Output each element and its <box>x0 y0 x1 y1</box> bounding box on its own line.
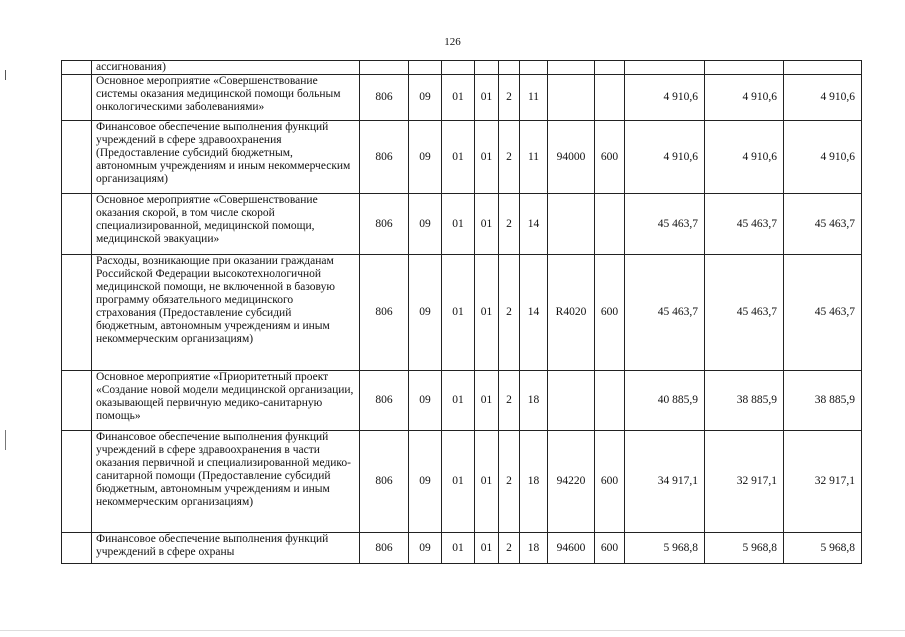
subprogram-code: 2 <box>499 431 520 533</box>
event-code: 18 <box>520 431 548 533</box>
subsection-code: 01 <box>442 75 475 121</box>
expense-type-code <box>595 194 625 255</box>
ministry-code: 806 <box>360 533 409 564</box>
section-code <box>409 61 442 75</box>
section-code: 09 <box>409 533 442 564</box>
row-name: Основное мероприятие «Совершенствование системы оказания медицинской помощи больным онкологическими заболеваниями» <box>92 75 360 121</box>
row-spacer-cell <box>62 75 92 121</box>
subprogram-code: 2 <box>499 255 520 371</box>
section-code: 09 <box>409 194 442 255</box>
amount-year-2: 38 885,9 <box>705 371 784 431</box>
row-name: Расходы, возникающие при оказании гражданам Российской Федерации высокотехнологичной медицинской помощи, не включенной в базовую программу обязательного медицинского страхования (Предоставление субсидий бюджетным, автономным учреждениям и иным некоммерческим организациям) <box>92 255 360 371</box>
program-code: 01 <box>475 194 499 255</box>
ministry-code: 806 <box>360 255 409 371</box>
subprogram-code: 2 <box>499 371 520 431</box>
event-code: 14 <box>520 255 548 371</box>
program-code: 01 <box>475 533 499 564</box>
ministry-code: 806 <box>360 75 409 121</box>
amount-year-3: 45 463,7 <box>784 255 862 371</box>
amount-year-1: 4 910,6 <box>625 75 705 121</box>
row-name: ассигнования) <box>92 61 360 75</box>
table-row <box>62 194 862 255</box>
section-code: 09 <box>409 431 442 533</box>
table-row <box>62 431 862 533</box>
program-code: 01 <box>475 121 499 194</box>
expense-type-code <box>595 61 625 75</box>
ministry-code: 806 <box>360 431 409 533</box>
row-spacer-cell <box>62 121 92 194</box>
amount-year-1: 5 968,8 <box>625 533 705 564</box>
direction-code <box>548 61 595 75</box>
direction-code <box>548 194 595 255</box>
amount-year-3: 45 463,7 <box>784 194 862 255</box>
subprogram-code <box>499 61 520 75</box>
event-code: 18 <box>520 371 548 431</box>
table-row <box>62 533 862 564</box>
row-name: Основное мероприятие «Приоритетный проект «Создание новой модели медицинской организации, оказывающей первичную медико-санитарную помощь» <box>92 371 360 431</box>
direction-code: 94220 <box>548 431 595 533</box>
amount-year-3: 32 917,1 <box>784 431 862 533</box>
expense-type-code: 600 <box>595 255 625 371</box>
amount-year-1: 45 463,7 <box>625 255 705 371</box>
amount-year-2: 45 463,7 <box>705 255 784 371</box>
direction-code: R4020 <box>548 255 595 371</box>
expense-type-code: 600 <box>595 431 625 533</box>
amount-year-2: 4 910,6 <box>705 121 784 194</box>
subsection-code: 01 <box>442 121 475 194</box>
scan-edge <box>0 630 905 631</box>
program-code <box>475 61 499 75</box>
table-row <box>62 75 862 121</box>
event-code: 11 <box>520 121 548 194</box>
amount-year-1: 45 463,7 <box>625 194 705 255</box>
amount-year-2: 5 968,8 <box>705 533 784 564</box>
ministry-code: 806 <box>360 371 409 431</box>
amount-year-1 <box>625 61 705 75</box>
section-code: 09 <box>409 121 442 194</box>
program-code: 01 <box>475 371 499 431</box>
page-number: 126 <box>444 36 461 48</box>
expense-type-code <box>595 371 625 431</box>
subprogram-code: 2 <box>499 75 520 121</box>
amount-year-1: 34 917,1 <box>625 431 705 533</box>
subsection-code: 01 <box>442 194 475 255</box>
row-name: Финансовое обеспечение выполнения функций учреждений в сфере здравоохранения в части оказания первичной и специализированной медико-санитарной помощи (Предоставление субсидий бюджетным, автономным учреждениям и иным некоммерческим организациям) <box>92 431 360 533</box>
row-spacer-cell <box>62 371 92 431</box>
event-code: 18 <box>520 533 548 564</box>
event-code: 14 <box>520 194 548 255</box>
budget-table <box>61 60 862 564</box>
amount-year-2: 45 463,7 <box>705 194 784 255</box>
subsection-code <box>442 61 475 75</box>
ministry-code <box>360 61 409 75</box>
row-name: Финансовое обеспечение выполнения функций учреждений в сфере охраны <box>92 533 360 564</box>
section-code: 09 <box>409 75 442 121</box>
amount-year-2 <box>705 61 784 75</box>
amount-year-3: 4 910,6 <box>784 121 862 194</box>
direction-code: 94600 <box>548 533 595 564</box>
amount-year-3 <box>784 61 862 75</box>
amount-year-1: 4 910,6 <box>625 121 705 194</box>
subprogram-code: 2 <box>499 121 520 194</box>
ministry-code: 806 <box>360 121 409 194</box>
row-spacer-cell <box>62 533 92 564</box>
row-spacer-cell <box>62 255 92 371</box>
expense-type-code: 600 <box>595 533 625 564</box>
ministry-code: 806 <box>360 194 409 255</box>
program-code: 01 <box>475 431 499 533</box>
subsection-code: 01 <box>442 533 475 564</box>
direction-code <box>548 371 595 431</box>
table-row <box>62 371 862 431</box>
event-code <box>520 61 548 75</box>
row-spacer-cell <box>62 194 92 255</box>
scan-artifact <box>5 70 6 80</box>
row-spacer-cell <box>62 431 92 533</box>
scan-artifact <box>5 430 6 450</box>
event-code: 11 <box>520 75 548 121</box>
amount-year-3: 4 910,6 <box>784 75 862 121</box>
section-code: 09 <box>409 371 442 431</box>
amount-year-1: 40 885,9 <box>625 371 705 431</box>
program-code: 01 <box>475 255 499 371</box>
table-row <box>62 61 862 75</box>
subsection-code: 01 <box>442 255 475 371</box>
row-spacer-cell <box>62 61 92 75</box>
program-code: 01 <box>475 75 499 121</box>
row-name: Основное мероприятие «Совершенствование оказания скорой, в том числе скорой специализированной, медицинской помощи, медицинской эвакуации» <box>92 194 360 255</box>
amount-year-3: 38 885,9 <box>784 371 862 431</box>
section-code: 09 <box>409 255 442 371</box>
direction-code: 94000 <box>548 121 595 194</box>
amount-year-3: 5 968,8 <box>784 533 862 564</box>
table-row <box>62 255 862 371</box>
expense-type-code: 600 <box>595 121 625 194</box>
subsection-code: 01 <box>442 371 475 431</box>
row-name: Финансовое обеспечение выполнения функций учреждений в сфере здравоохранения (Предоставление субсидий бюджетным, автономным учреждениям и иным некоммерческим организациям) <box>92 121 360 194</box>
expense-type-code <box>595 75 625 121</box>
subprogram-code: 2 <box>499 194 520 255</box>
subsection-code: 01 <box>442 431 475 533</box>
subprogram-code: 2 <box>499 533 520 564</box>
amount-year-2: 4 910,6 <box>705 75 784 121</box>
amount-year-2: 32 917,1 <box>705 431 784 533</box>
table-row <box>62 121 862 194</box>
direction-code <box>548 75 595 121</box>
